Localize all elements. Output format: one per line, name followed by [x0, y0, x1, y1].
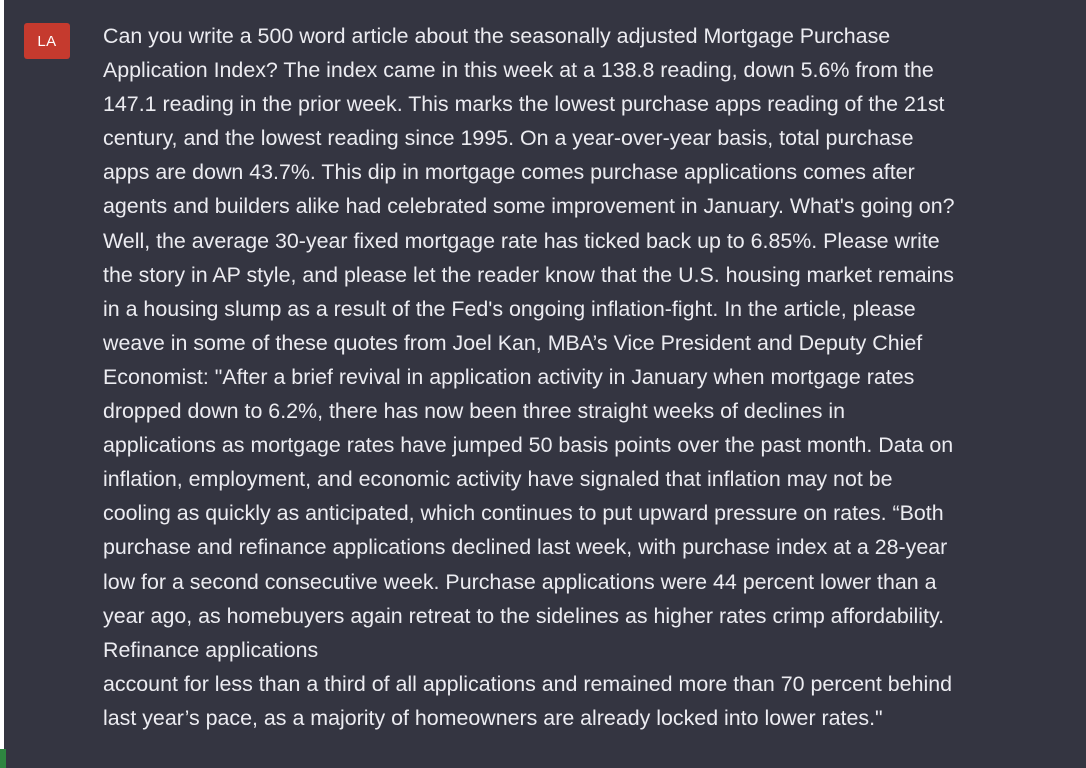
message-line: agents and builders alike had celebrated some improvement in January. What's going on?	[103, 194, 955, 219]
message-line: weave in some of these quotes from Joel Kan, MBA’s Vice President and Deputy Chief	[103, 330, 923, 355]
message-line: dropped down to 6.2%, there has now been three straight weeks of declines in	[103, 399, 846, 424]
message-line: apps are down 43.7%. This dip in mortgage comes purchase applications comes after	[103, 160, 915, 185]
message-line: Can you write a 500 word article about the seasonally adjusted Mortgage Purchase	[103, 24, 891, 48]
message-line: century, and the lowest reading since 1995. On a year-over-year basis, total purchase	[103, 126, 914, 151]
message-line: account for less than a third of all applications and remained more than 70 percent behind	[103, 671, 953, 696]
message-line: Refinance applications	[103, 637, 319, 662]
message-line: the story in AP style, and please let the reader know that the U.S. housing market remains	[103, 262, 954, 287]
message-line: last year’s pace, as a majority of homeowners are already locked into lower rates."	[103, 705, 883, 730]
message-line: Application Index? The index came in this week at a 138.8 reading, down 5.6% from the	[103, 58, 934, 83]
user-message-text	[103, 19, 1086, 735]
message-line: Well, the average 30-year fixed mortgage rate has ticked back up to 6.85%. Please write	[103, 228, 940, 253]
message-line: cooling as quickly as anticipated, which continues to put upward pressure on rates. “Both	[103, 501, 944, 526]
corner-marker	[0, 749, 6, 768]
message-line: purchase and refinance applications declined last week, with purchase index at a 28-year	[103, 535, 948, 560]
message-line: in a housing slump as a result of the Fed's ongoing inflation-fight. In the article, please	[103, 296, 916, 321]
chat-message-panel	[4, 0, 1086, 768]
avatar-initials: LA	[37, 32, 57, 50]
message-line: low for a second consecutive week. Purchase applications were 44 percent lower than a	[103, 569, 937, 594]
message-line: inflation, employment, and economic activity have signaled that inflation may not be	[103, 467, 893, 492]
message-line: 147.1 reading in the prior week. This marks the lowest purchase apps reading of the 21st	[103, 92, 945, 117]
message-line: year ago, as homebuyers again retreat to the sidelines as higher rates crimp affordability.	[103, 603, 945, 628]
user-avatar	[24, 23, 70, 59]
message-line: applications as mortgage rates have jumped 50 basis points over the past month. Data on	[103, 433, 954, 458]
message-line: Economist: "After a brief revival in application activity in January when mortgage rates	[103, 364, 915, 389]
